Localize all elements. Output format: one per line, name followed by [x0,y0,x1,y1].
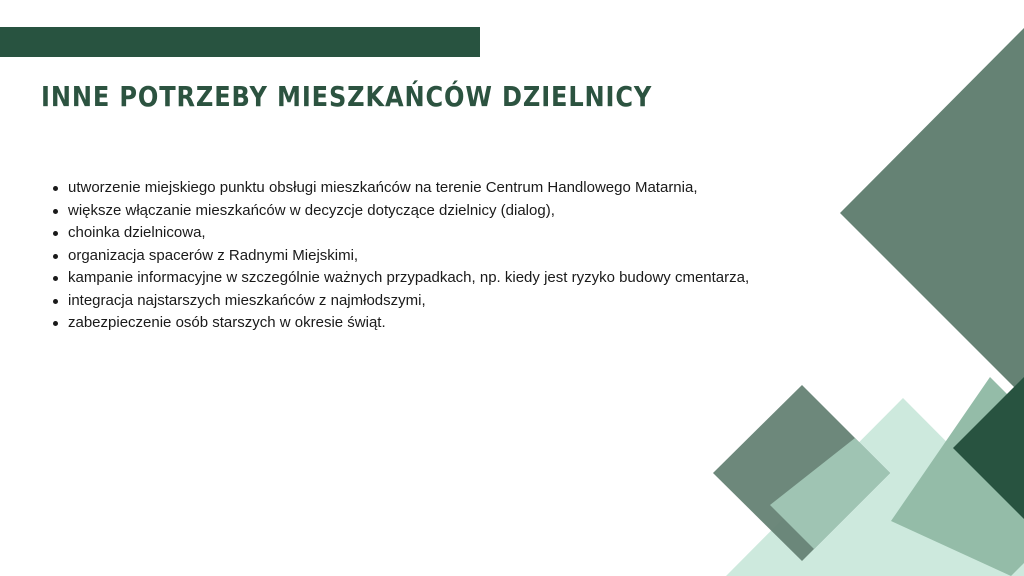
bullet-item: utworzenie miejskiego punktu obsługi mieszkańców na terenie Centrum Handlowego Matarnia, [68,177,828,200]
large-diamond-shape [840,28,1024,397]
bullet-item: integracja najstarszych mieszkańców z najmłodszymi, [68,290,828,313]
bullet-item: kampanie informacyjne w szczególnie ważnych przypadkach, np. kiedy jest ryzyko budowy cmentarza, [68,267,828,290]
slide-title: INNE POTRZEBY MIESZKAŃCÓW DZIELNICY [41,80,653,113]
bullet-item: organizacja spacerów z Radnymi Miejskimi, [68,245,828,268]
bullet-item: zabezpieczenie osób starszych w okresie świąt. [68,312,828,335]
bullet-item: większe włączanie mieszkańców w decyzcje dotyczące dzielnicy (dialog), [68,200,828,223]
bullet-item: choinka dzielnicowa, [68,222,828,245]
